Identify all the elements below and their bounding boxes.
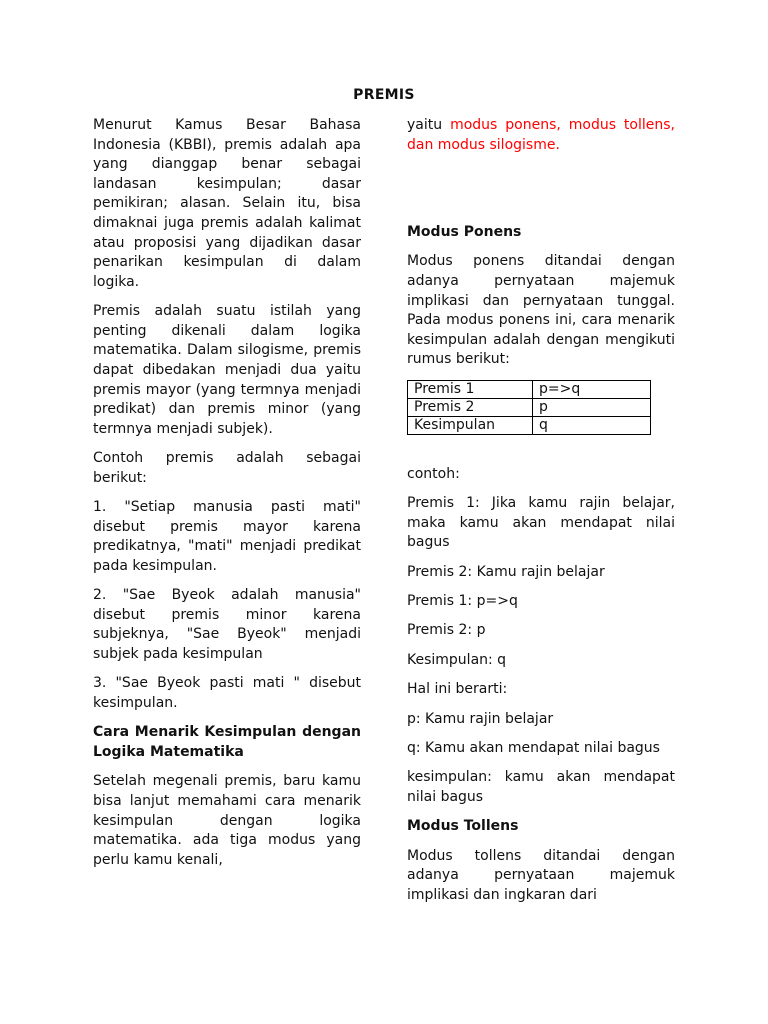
right-column — [407, 116, 675, 915]
paragraph-modus-list — [407, 116, 675, 155]
paragraph-definition: Menurut Kamus Besar Bahasa Indonesia (KBBI), premis adalah apa yang dianggap benar sebagai landasan kesimpulan; dasar pemikiran; alasan. Selain itu, bisa dimaknai juga premis adalah kalimat atau proposisi yang dijadikan dasar penarikan kesimpulan di dalam logika. — [93, 117, 361, 290]
paragraph-ex-kesimpulan: kesimpulan: kamu akan mendapat nilai bagus — [407, 769, 675, 806]
table-cell-value: p — [533, 398, 651, 416]
paragraph-example-3: 3. "Sae Byeok pasti mati " disebut kesimpulan. — [93, 675, 361, 712]
paragraph-premis-logika: Premis adalah suatu istilah yang penting dikenali dalam logika matematika. Dalam silogisme, premis dapat dibedakan menjadi dua yaitu premis mayor (yang termnya menjadi predikat) dan premis minor (yang termnya menjadi subjek). — [93, 303, 361, 437]
paragraph-ex-kesimpulan-symbol: Kesimpulan: q — [407, 651, 507, 668]
left-column — [93, 116, 361, 880]
paragraph-example-2: 2. "Sae Byeok adalah manusia" disebut premis minor karena subjeknya, "Sae Byeok" menjadi subjek pada kesimpulan — [93, 587, 361, 663]
table-row — [408, 380, 651, 398]
paragraph-ex-premis1-symbol: Premis 1: p=>q — [407, 593, 518, 610]
section-heading-modus-tollens: Modus Tollens — [407, 818, 519, 835]
paragraph-ponens-desc: Modus ponens ditandai dengan adanya pernyataan majemuk implikasi dan pernyataan tunggal. Pada modus ponens ini, cara menarik kesimpulan adalah dengan mengikuti rumus berikut: — [407, 253, 675, 368]
paragraph-ex-premis1: Premis 1: Jika kamu rajin belajar, maka kamu akan mendapat nilai bagus — [407, 495, 675, 551]
paragraph-cara-menarik: Setelah megenali premis, baru kamu bisa lanjut memahami cara menarik kesimpulan dengan logika matematika. ada tiga modus yang perlu kamu kenali, — [93, 773, 361, 868]
table-cell-label: Kesimpulan — [408, 416, 533, 434]
table-cell-value: p=>q — [533, 380, 651, 398]
table-cell-label: Premis 1 — [408, 380, 533, 398]
table-cell-label: Premis 2 — [408, 398, 533, 416]
table-cell-value: q — [533, 416, 651, 434]
paragraph-ex-p: p: Kamu rajin belajar — [407, 710, 554, 727]
page-title: PREMIS — [353, 87, 415, 103]
modus-list-highlight: modus ponens, modus tollens, dan modus silogisme. — [407, 117, 675, 153]
rumus-table — [407, 380, 651, 435]
paragraph-ex-premis2: Premis 2: Kamu rajin belajar — [407, 563, 605, 580]
section-heading-cara-menarik: Cara Menarik Kesimpulan dengan Logika Matematika — [93, 724, 361, 760]
paragraph-tollens-desc: Modus tollens ditandai dengan adanya pernyataan majemuk implikasi dan ingkaran dari — [407, 847, 675, 903]
modus-list-prefix: yaitu — [407, 117, 451, 133]
paragraph-ex-q: q: Kamu akan mendapat nilai bagus — [407, 740, 660, 757]
spacer — [407, 165, 675, 223]
paragraph-ex-berarti: Hal ini berarti: — [407, 681, 508, 698]
paragraph-example-1: 1. "Setiap manusia pasti mati" disebut premis mayor karena predikatnya, "mati" menjadi predikat pada kesimpulan. — [93, 499, 361, 574]
paragraph-ex-premis2-symbol: Premis 2: p — [407, 622, 486, 639]
table-row — [408, 398, 651, 416]
paragraph-contoh-intro: Contoh premis adalah sebagai berikut: — [93, 450, 361, 486]
section-heading-modus-ponens: Modus Ponens — [407, 223, 522, 240]
table-row — [408, 416, 651, 434]
paragraph-contoh-label: contoh: — [407, 465, 460, 482]
